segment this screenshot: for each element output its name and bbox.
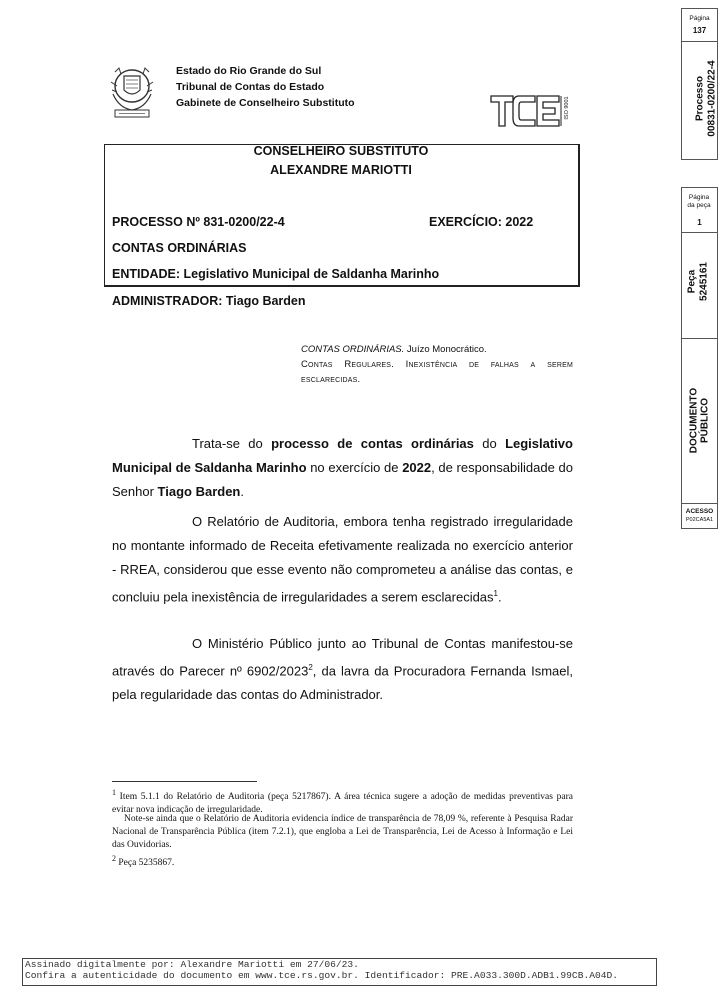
box-title-name: ALEXANDRE MARIOTTI [270, 163, 412, 177]
sidebar-peca-label: Peça [686, 269, 698, 294]
sidebar-processo-label: Processo [694, 75, 706, 122]
p1-bold: Tiago Barden [157, 484, 241, 499]
tce-logo [489, 94, 575, 128]
process-box-shadow-right [578, 144, 580, 287]
paragraph-1 [112, 432, 573, 504]
tce-logo-mark [489, 94, 575, 128]
p2-text: O Relatório de Auditoria, embora tenha registrado irregularidade no montante informado de Receita efetivamente realizada no exercício anterior - RREA, considerou que esse evento não comprometeu a análise das contas, e concluiu pela inexistência de irregularidades a serem esclarecidas [112, 514, 573, 605]
box-title-role: CONSELHEIRO SUBSTITUTO [253, 144, 429, 158]
p1-bold: 2022 [402, 460, 432, 475]
ementa-line-2: Contas Regulares. Inexistência de falhas a serem [301, 359, 573, 370]
footnote-1-number: 1 [112, 788, 116, 797]
sidebar-divider [682, 41, 717, 42]
footnote-ref-2[interactable]: 2 [308, 663, 313, 672]
footnote-ref-1[interactable]: 1 [493, 589, 498, 598]
process-box-shadow-bottom [104, 285, 580, 287]
sidebar-page-box [681, 8, 718, 160]
footnote-2 [112, 852, 573, 870]
ementa-title: CONTAS ORDINÁRIAS. [301, 344, 405, 355]
p1-bold: Legislativo Municipal de Saldanha Marinho [112, 436, 573, 475]
institution-header [176, 63, 355, 111]
header-gabinete: Gabinete de Conselheiro Substituto [176, 97, 355, 109]
sidebar-acesso-box [681, 503, 718, 529]
ementa-line-1 [301, 342, 573, 358]
signature-line-2: Confira a autenticidade do documento em www.tce.rs.gov.br. Identificador: PRE.A033.300D.ADB1.99CB.A04D. [25, 970, 618, 981]
footnote-2-number: 2 [112, 854, 116, 863]
footnote-1-text: Item 5.1.1 do Relatório de Auditoria (peça 5217867). A área técnica sugere a adoção de medidas preventivas para evitar nova indicação de irregularidade. [112, 792, 573, 816]
header-state: Estado do Rio Grande do Sul [176, 65, 322, 77]
footnote-1-note: Note-se ainda que o Relatório de Auditoria evidencia índice de transparência de 78,09 %, referente à Pesquisa Radar Nacional de Transparência Pública (item 7.2.1), que engloba a Lei de Transparência, Lei de Acesso à Informação e Lei das Ouvidorias. [112, 814, 573, 850]
p1-text: . [240, 484, 245, 499]
p1-text: do [473, 436, 506, 451]
paragraph-3 [112, 632, 573, 707]
sidebar-processo-value: 00831-0200/22-4 [706, 60, 718, 137]
signature-line-1: Assinado digitalmente por: Alexandre Mariotti em 27/06/23. [25, 959, 359, 970]
p1-text: , de responsabilidade do Senhor [112, 460, 573, 499]
sidebar-acesso-value: P02CA5A1 [685, 517, 714, 523]
box-administrador: ADMINISTRADOR: Tiago Barden [112, 294, 306, 308]
sidebar-pagina-peca-label: Página da peça [687, 194, 711, 209]
sidebar-peca-value: 5245161 [698, 262, 710, 301]
sidebar-documento-box [681, 338, 718, 504]
p1-text: no exercício de [306, 460, 403, 475]
p1-bold: processo de contas ordinárias [271, 436, 474, 451]
box-tipo: CONTAS ORDINÁRIAS [112, 241, 247, 255]
header-tribunal: Tribunal de Contas do Estado [176, 81, 325, 93]
sidebar-peca-box [681, 187, 718, 339]
paragraph-2 [112, 510, 573, 609]
p1-text: Trata-se do [192, 436, 272, 451]
tce-logo-iso: ISO 9001 [564, 96, 570, 120]
sidebar-documento-label: DOCUMENTO [688, 387, 700, 454]
sidebar-publico-label: PÚBLICO [699, 398, 711, 443]
box-entidade: ENTIDADE: Legislativo Municipal de Saldanha Marinho [112, 267, 440, 281]
p2-text: . [498, 589, 502, 605]
sidebar-pagina-value: 137 [692, 26, 707, 35]
state-coat-of-arms [109, 64, 155, 120]
p3-text: , da lavra da Procuradora Fernanda Ismael, pela regularidade das contas do Administrador. [112, 663, 573, 703]
sidebar-acesso-label: ACESSO [685, 508, 714, 515]
box-processo: PROCESSO Nº 831-0200/22-4 [112, 215, 285, 229]
sidebar-pagina-label: Página [689, 15, 710, 22]
p3-text: O Ministério Público junto ao Tribunal de Contas manifestou-se através do Parecer nº 6902/2023 [112, 636, 573, 679]
sidebar-pagina-peca-value: 1 [697, 218, 702, 227]
box-exercicio: EXERCÍCIO: 2022 [429, 215, 534, 229]
footnote-2-text: Peça 5235867. [116, 858, 175, 869]
ementa-juizo: Juízo Monocrático. [404, 344, 487, 355]
ementa-line-3: esclarecidas. [301, 374, 361, 385]
footnote-separator [112, 781, 257, 782]
